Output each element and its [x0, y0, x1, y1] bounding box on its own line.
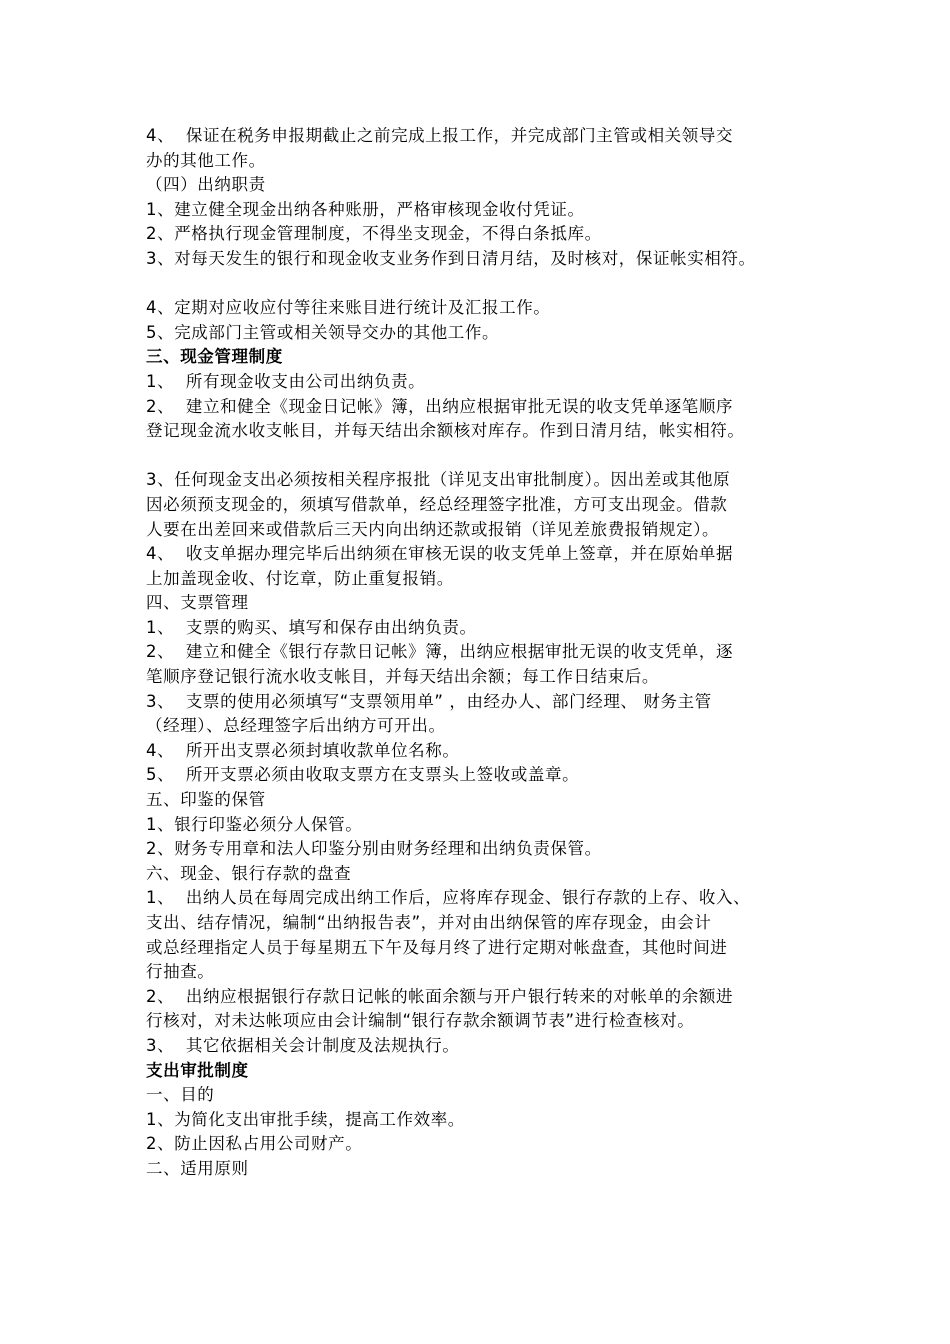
text-line: 3、 其它依据相关会计制度及法规执行。 [146, 1035, 460, 1055]
text-line: 4、 保证在税务申报期截止之前完成上报工作，并完成部门主管或相关领导交 [146, 126, 734, 145]
section-heading: 二、适用原则 [146, 1158, 249, 1178]
text-line: 2、 建立和健全《银行存款日记帐》簿，出纳应根据审批无误的收支凭单，逐 [146, 642, 734, 662]
text-line: 2、财务专用章和法人印鉴分别由财务经理和出纳负责保管。 [146, 839, 602, 859]
blank-line [146, 444, 826, 469]
section-heading: （四）出纳职责 [146, 175, 266, 195]
text-line: 上加盖现金收、付讫章，防止重复报销。 [146, 568, 454, 588]
text-line: 5、完成部门主管或相关领导交办的其他工作。 [146, 322, 500, 342]
text-line: 人要在出差回来或借款后三天内向出纳还款或报销（详见差旅费报销规定）。 [146, 519, 720, 539]
section-heading: 支出审批制度 [146, 1060, 249, 1080]
text-line: 3、对每天发生的银行和现金收支业务作到日清月结，及时核对，保证帐实相符。 [146, 248, 756, 268]
text-line: 4、 所开出支票必须封填收款单位名称。 [146, 740, 460, 760]
text-line: 3、 支票的使用必须填写“支票领用单” ，由经办人、部门经理、 财务主管 [146, 691, 712, 711]
text-line: 1、为简化支出审批手续，提高工作效率。 [146, 1109, 465, 1129]
text-line: 5、 所开支票必须由收取支票方在支票头上签收或盖章。 [146, 765, 580, 785]
text-line: 2、 建立和健全《现金日记帐》簿，出纳应根据审批无误的收支凭单逐笔顺序 [146, 396, 734, 416]
text-line: 2、防止因私占用公司财产。 [146, 1134, 363, 1154]
section-heading: 一、目的 [146, 1085, 215, 1105]
section-heading: 五、印鉴的保管 [146, 790, 266, 810]
text-line: 行核对，对未达帐项应由会计编制“银行存款余额调节表”进行检查核对。 [146, 1011, 695, 1031]
document-body [146, 124, 826, 1182]
text-line: 笔顺序登记银行流水收支帐目，并每天结出余额；每工作日结束后。 [146, 667, 659, 687]
text-line: 1、 出纳人员在每周完成出纳工作后，应将库存现金、银行存款的上存、收入、 [146, 888, 751, 908]
text-line: 4、定期对应收应付等往来账目进行统计及汇报工作。 [146, 298, 551, 318]
section-heading: 六、现金、银行存款的盘查 [146, 863, 352, 883]
text-line: 1、银行印鉴必须分人保管。 [146, 814, 363, 834]
section-heading: 三、现金管理制度 [146, 347, 283, 367]
text-line: 4、 收支单据办理完毕后出纳须在审核无误的收支凭单上签章，并在原始单据 [146, 544, 734, 564]
text-line: 1、 所有现金收支由公司出纳负责。 [146, 371, 426, 391]
text-line: 1、建立健全现金出纳各种账册，严格审核现金收付凭证。 [146, 199, 585, 219]
text-line: 因必须预支现金的，须填写借款单，经总经理签字批准，方可支出现金。借款 [146, 494, 728, 514]
text-line: 登记现金流水收支帐目，并每天结出余额核对库存。作到日清月结，帐实相符。 [146, 421, 745, 441]
text-line: 支出、结存情况，编制“出纳报告表”，并对由出纳保管的库存现金，由会计 [146, 913, 712, 932]
text-line: 2、严格执行现金管理制度，不得坐支现金，不得白条抵库。 [146, 224, 602, 244]
text-line: 行抽查。 [146, 962, 215, 982]
text-line: 1、 支票的购买、填写和保存由出纳负责。 [146, 617, 477, 637]
section-heading: 四、支票管理 [146, 593, 249, 613]
text-line: 2、 出纳应根据银行存款日记帐的帐面余额与开户银行转来的对帐单的余额进 [146, 986, 734, 1006]
text-line: 办的其他工作。 [146, 150, 266, 170]
blank-line [146, 272, 826, 297]
text-line: 或总经理指定人员于每星期五下午及每月终了进行定期对帐盘查，其他时间进 [146, 937, 728, 957]
text-line: 3、任何现金支出必须按相关程序报批（详见支出审批制度）。因出差或其他原 [146, 470, 731, 490]
text-line: （经理）、总经理签字后出纳方可开出。 [146, 716, 446, 736]
